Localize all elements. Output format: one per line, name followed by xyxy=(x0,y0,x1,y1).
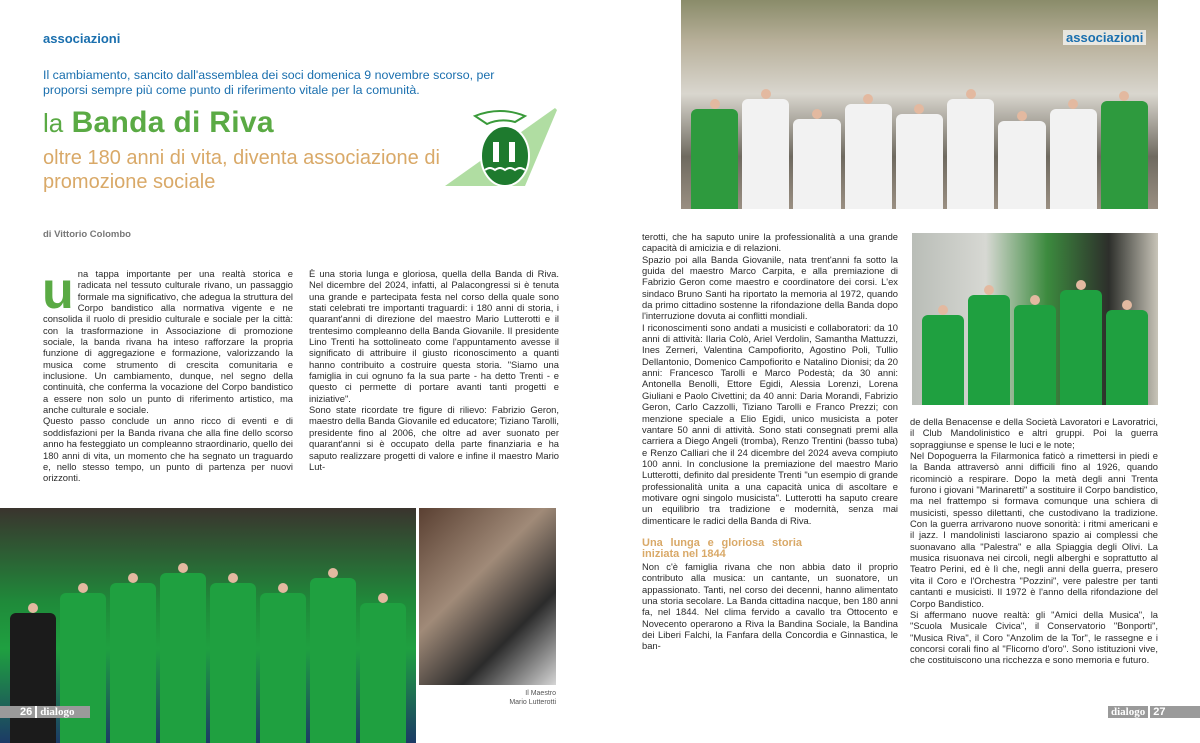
column-2 xyxy=(309,268,559,472)
column-4 xyxy=(910,416,1158,666)
paragraph: È una storia lunga e gloriosa, quella della Banda di Riva. Nel dicembre del 2024, infatti, al Palacongressi si è tenuta una grande e partecipata festa nel corso della quale sono stati celebrati tre importanti traguardi: i 180 anni di storia, i quarant'anni di direzione del maestro Mario Lutterotti e il trentesimo compleanno della Banda Giovanile. Il presidente Lino Trenti ha sottolineato come l'appuntamento avesse il significato di attribuire il giusto riconoscimento a quanti hanno contribuito a costruire questa storia. "Siamo una famiglia in cui ognuno fa la sua parte - ha detto Trenti - e questo ci permette di portare avanti tanti progetti e iniziative". xyxy=(309,268,559,404)
paragraph: Si affermano nuove realtà: gli "Amici della Musica", la "Scuola Musicale Civica", il Conservatorio "Bonporti", "Musica Riva", il Coro "Anzolim de la Tor", le rassegne e i concorsi corali fino al "Flicorno d'oro". Sono istituzioni vive, che costituiscono una ricchezza e sono memoria e futuro. xyxy=(910,608,1158,666)
byline: di Vittorio Colombo xyxy=(43,229,131,240)
photo-caption xyxy=(470,689,556,707)
paragraph: terotti, che ha saputo unire la professionalità a una grande capacità di amicizia e di relazioni. xyxy=(642,231,898,254)
paragraph: Spazio poi alla Banda Giovanile, nata trent'anni fa sotto la guida del maestro Marco Carpita, e alla premiazione di Fabrizio Geron come maestro e coordinatore dei corsi. L'ex sindaco Bruno Santi ha riportato la memoria al 1972, quando da primo cittadino sostenne la rifondazione della Banda dopo l'interruzione dovuta ai conflitti mondiali. xyxy=(642,253,898,322)
subtitle: oltre 180 anni di vita, diventa associazione di promozione sociale xyxy=(43,147,440,193)
section-label: associazioni xyxy=(43,31,121,46)
page-number: 26 xyxy=(20,706,33,718)
caption-line: Mario Lutterotti xyxy=(509,699,556,706)
magazine-name: dialogo xyxy=(40,706,75,718)
paragraph: Sono state ricordate tre figure di rilievo: Fabrizio Geron, maestro della Banda Giovanile ed educatore; Tiziano Tarolli, presidente fino al 2006, che oltre ad aver suonato per quarant'anni si è occupato della parte finanziaria e ha saputo realizzare progetti di valore e infine il maestro Mario Lut- xyxy=(309,404,559,472)
title-main: Banda di Riva xyxy=(71,106,274,139)
column-3 xyxy=(642,231,898,652)
caption-line: Il Maestro xyxy=(525,690,556,697)
magazine-name: dialogo xyxy=(1111,706,1146,718)
band-logo-icon xyxy=(445,108,557,188)
page-title xyxy=(43,106,274,140)
paragraph: Questo passo conclude un anno ricco di eventi e di soddisfazioni per la Banda rivana che alla fine dello scorso anno ha festeggiato un compleanno straordinario, quello dei 180 anni di vita, un momento che ha segnato un traguardo e, nello stesso tempo, un punto di partenza per nuovi orizzonti. xyxy=(43,415,293,484)
paragraph: na tappa importante per una realtà storica e radicata nel tessuto culturale rivano, un passaggio formale ma significativo, che adegua la struttura del Corpo bandistico alla normativa vigente e ne consolida il ruolo di presidio culturale e sociale per la città: con la trasformazione in Associazione di promozione sociale, la banda rivana ha inteso rafforzare la propria funzione di aggregazione e formazione, valorizzando la musica come strumento di crescita comunitaria e inclusione. Un cambiamento, dunque, nel segno della continuità, che conferma la vocazione del Corpo bandistico a essere non solo un punto di riferimento artistico, ma anche culturale e sociale. xyxy=(43,268,293,416)
title-prefix: la xyxy=(43,108,64,138)
folio-left xyxy=(0,706,90,718)
folio-right xyxy=(1108,706,1200,718)
kicker: Il cambiamento, sancito dall'assemblea dei soci domenica 9 novembre scorso, per proporsi sempre più come punto di riferimento vitale per la comunità. xyxy=(43,68,495,97)
paragraph: Nel Dopoguerra la Filarmonica faticò a rimettersi in piedi e la Banda attraversò anni difficili fino al 1926, quando ricominciò a respirare. Dopo la metà degli anni Trenta furono i giovani "Marinaretti" a sostituire il Corpo bandistico, ma nel frattempo si formava comunque una schiera di musicisti, spesso dilettanti, che custodivano la tradizione. Con la guerra arrivarono nuove sonorità: i ritmi americani e il jazz. I mandolinisti lasciarono spazio ai complessi che suonavano alla "Palestra" e alla Spiaggia degli Olivi. La musica risuonava nei circoli, negli alberghi e soprattutto al Teatro Perini, ed è lì che, negli anni della guerra, presero vita il Coro e l'Orchestra "Pozzini", vere palestre per tanti cantanti e musicisti. Il 1972 è l'anno della rifondazione del Corpo Bandistico. xyxy=(910,450,1158,609)
drop-cap: u xyxy=(42,262,74,320)
subheading: Una lunga e gloriosa storia iniziata nel 1844 xyxy=(642,536,802,561)
maestro-photo xyxy=(419,508,556,685)
column-1 xyxy=(42,262,293,484)
paragraph: I riconoscimenti sono andati a musicisti e collaboratori: da 10 anni di attività: Ilaria Colò, Ariel Verdolin, Samantha Mattuzzi, Ines Zerneri, Valentina Campofiorito, Agostino Poli, Tullio Dellantonio, Domenico Campofiorito e Natalino Dionisi; da 20 anni: Francesco Tarolli e Marco Podestà; da 30 anni: Antonella Benolli, Ettore Egidi, Alessia Lorenzi, Lorena Giuliani e Paolo Civettini; da 40 anni: Daria Morandi, Fabrizio Geron, Carlo Cazzolli, Tiziano Tarolli e Franco Prezzi; con menzione speciale a Elio Egidi, unico musicista a poter vantare 50 anni di attività. Sono stati consegnati premi alla carriera a Diego Angeli (tromba), Renzo Trentini (basso tuba) e Renzo Calliari che il 24 dicembre del 2024 aveva compiuto 100 anni. In conclusione la premiazione del maestro Mario Lutterotti, definito dal presidente Trenti "un esempio di grande professionalità unita a una capacità unica di ascoltare e motivare ogni singolo musicista". Lutterotti ha saputo creare un equilibrio tra tradizione e modernità, senza mai dimenticare le radici della Banda di Riva. xyxy=(642,321,898,526)
section-label-right: associazioni xyxy=(1063,30,1146,45)
page-number: 27 xyxy=(1153,706,1166,718)
saxophone-players-photo xyxy=(912,233,1158,405)
paragraph: Non c'è famiglia rivana che non abbia dato il proprio contributo alla musica: un cantante, un suonatore, un appassionato. Tanti, nel corso dei decenni, hanno alimentato una storia secolare. La Banda cittadina nacque, ben 180 anni fa, nel 1844. Nel clima fervido a cavallo tra Ottocento e Novecento operarono a Riva la Bandina Sociale, la Bandina dei Liberi Falchi, la Fanfara della Concordia e Ginnastica, le ban- xyxy=(642,560,898,652)
paragraph: de della Benacense e della Società Lavoratori e Lavoratrici, il Club Mandolinistico e altri gruppi. Poi la guerra sopraggiunse e spense le luci e le note; xyxy=(910,416,1158,450)
